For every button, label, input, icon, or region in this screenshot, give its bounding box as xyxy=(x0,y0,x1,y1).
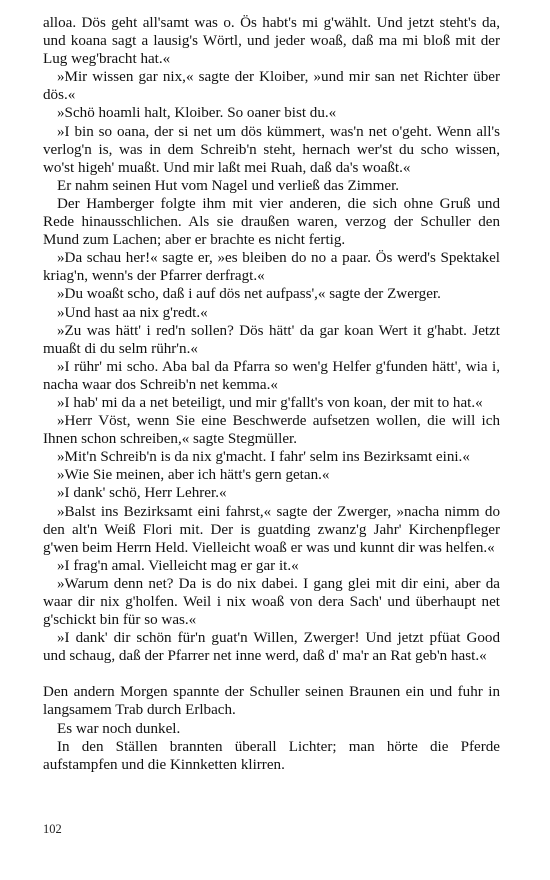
paragraph: »Wie Sie meinen, aber ich hätt's gern getan.« xyxy=(57,467,330,484)
page-number: 102 xyxy=(43,822,62,836)
body-text xyxy=(43,14,500,774)
paragraph: »I frag'n amal. Vielleicht mag er gar it.« xyxy=(57,557,299,574)
paragraph: »Zu was hätt' i red'n sollen? Dös hätt' da gar koan Wert it g'habt. Jetzt muaßt di du selm rühr'n.« xyxy=(43,322,500,357)
paragraph: »Du woaßt scho, daß i auf dös net aufpass',« sagte der Zwerger. xyxy=(57,286,441,303)
paragraph: Es war noch dunkel. xyxy=(57,720,181,737)
book-page xyxy=(43,14,500,774)
paragraph: In den Ställen brannten überall Lichter; man hörte die Pferde aufstampfen und die Kinnketten klirren. xyxy=(43,738,500,773)
paragraph: alloa. Dös geht all'samt was o. Ös habt's mi g'wählt. Und jetzt steht's da, und koana sagt a lausig's Wörtl, und jeder woaß, daß ma mi bloß mit der Lug weg'bracht hat.« xyxy=(43,15,500,68)
paragraph: Der Hamberger folgte ihm mit vier anderen, die sich ohne Gruß und Rede hinausschlichen. Als sie draußen waren, verzog der Schuller den Mund zum Lachen; aber er brachte es nicht fertig. xyxy=(43,195,500,249)
paragraph: »Mit'n Schreib'n is da nix g'macht. I fahr' selm ins Bezirksamt eini.« xyxy=(57,449,470,466)
paragraph: »Und hast aa nix g'redt.« xyxy=(57,304,208,321)
paragraph: »I bin so oana, der si net um dös kümmert, was'n net o'geht. Wenn all's verlog'n is, was in dem Schreib'n steht, hernach wer'st du scho wissen, wo'st higeh' muaßt. Und mir laßt mei Ruah, daß da's woaßt.« xyxy=(43,123,500,176)
paragraph: »Herr Vöst, wenn Sie eine Beschwerde aufsetzen wollen, die will ich Ihnen schon schreiben,« sagte Stegmüller. xyxy=(43,413,500,448)
paragraph: »Balst ins Bezirksamt eini fahrst,« sagte der Zwerger, »nacha nimm do den alt'n Weiß Flori mit. Der is guatding zwanz'g Jahr' Kirchenpfleger g'wen beim Herrn Held. Vielleicht woaß er was und kunnt dir was helfen.« xyxy=(43,503,500,556)
paragraph: »Da schau her!« sagte er, »es bleiben do no a paar. Ös werd's Spektakel kriag'n, wenn's der Pfarrer derfragt.« xyxy=(43,250,500,285)
paragraph: »Mir wissen gar nix,« sagte der Kloiber, »und mir san net Richter über dös.« xyxy=(43,69,500,104)
paragraph: »I dank' dir schön für'n guat'n Willen, Zwerger! Und jetzt pfüat Good und schaug, daß der Pfarrer net inne werd, daß d' ma'r an Rat geb'n hast.« xyxy=(43,630,500,665)
paragraph: »I dank' schö, Herr Lehrer.« xyxy=(57,485,227,502)
paragraph: »Schö hoamli halt, Kloiber. So oaner bist du.« xyxy=(57,105,337,122)
paragraph: »Warum denn net? Da is do nix dabei. I gang glei mit dir eini, aber da waar dir nix g'holfen. Weil i nix woaß von dera Sach' und überhaupt net g'schickt bin für so was.« xyxy=(43,575,500,629)
paragraph: Den andern Morgen spannte der Schuller seinen Braunen ein und fuhr in langsamem Trab durch Erlbach. xyxy=(43,684,500,719)
paragraph: »I rühr' mi scho. Aba bal da Pfarra so wen'g Helfer g'funden hätt', wia i, nacha waar dos Schreib'n net kemma.« xyxy=(43,358,500,393)
paragraph: Er nahm seinen Hut vom Nagel und verließ das Zimmer. xyxy=(57,177,400,194)
paragraph: »I hab' mi da a net beteiligt, und mir g'fallt's von koan, der mit to hat.« xyxy=(57,394,483,411)
